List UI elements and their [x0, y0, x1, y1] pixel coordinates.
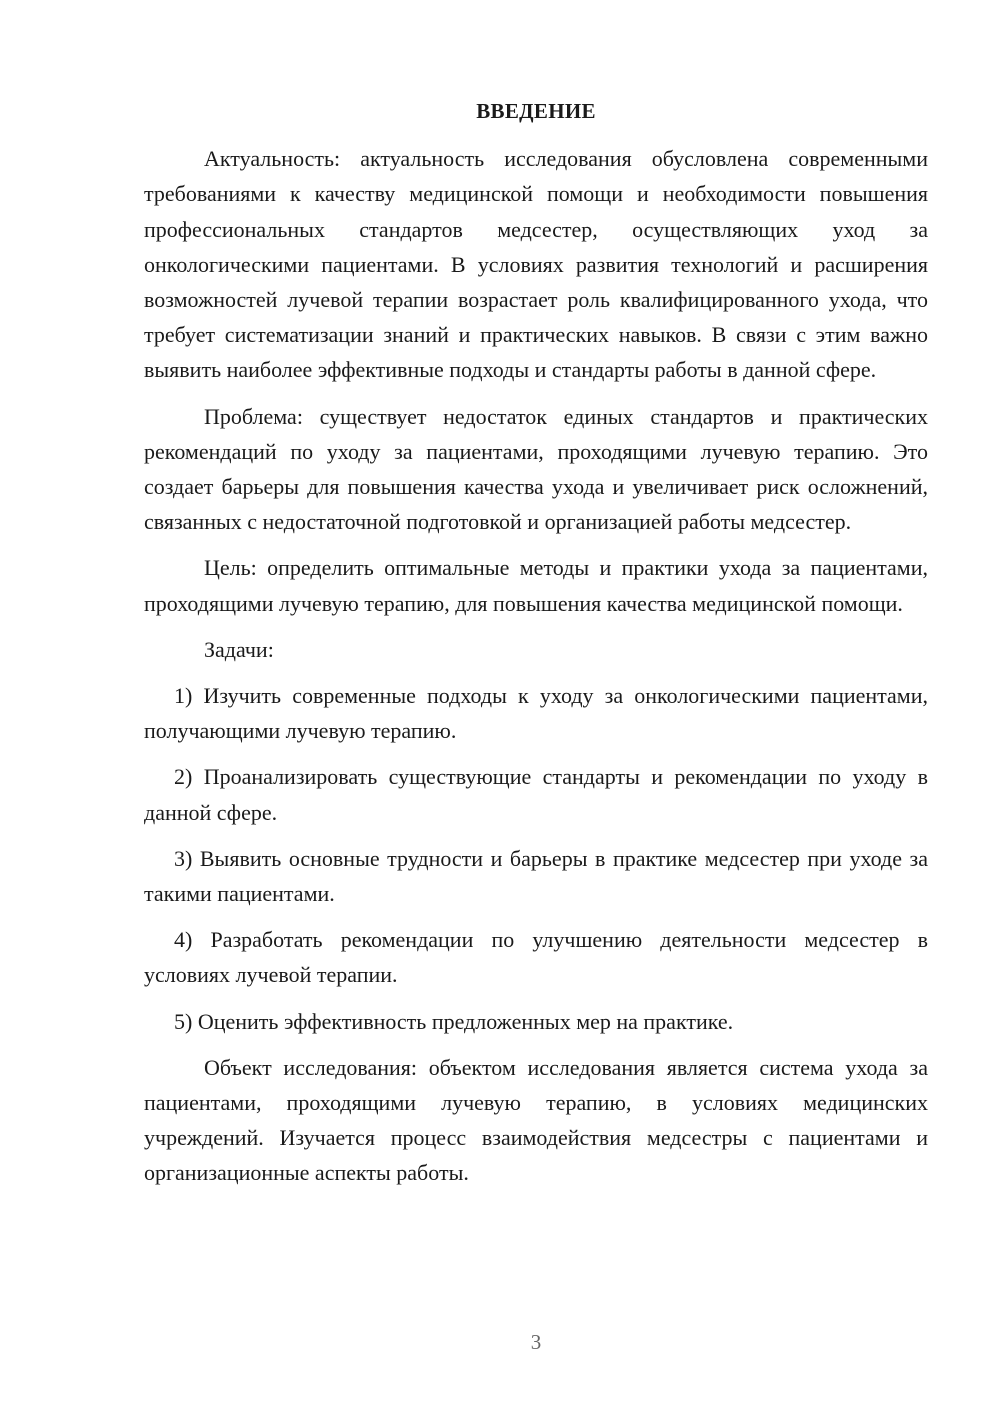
task-item-2: 2) Проанализировать существующие стандарты и рекомендации по уходу в данной сфере. — [144, 764, 928, 825]
paragraph-problem: Проблема: существует недостаток единых стандартов и практических рекомендаций по уходу за пациентами, проходящими лучевую терапию. Это создает барьеры для повышения качества ухода и увеличивает риск осложнений, связанных с недостаточной подготовкой и организацией работы медсестер. — [144, 403, 928, 535]
paragraph-object: Объект исследования: объектом исследования является система ухода за пациентами, проходящими лучевую терапию, в условиях медицинских учреждений. Изучается процесс взаимодействия медсестры с пациентами и организационные аспекты работы. — [144, 1054, 928, 1186]
task-item-4: 4) Разработать рекомендации по улучшению деятельности медсестер в условиях лучевой терапии. — [144, 927, 928, 988]
paragraph-goal: Цель: определить оптимальные методы и практики ухода за пациентами, проходящими лучевую терапию, для повышения качества медицинской помощи. — [144, 555, 928, 616]
task-item-1: 1) Изучить современные подходы к уходу за онкологическими пациентами, получающими лучевую терапию. — [144, 683, 928, 744]
task-item-3: 3) Выявить основные трудности и барьеры в практике медсестер при уходе за такими пациентами. — [144, 845, 928, 907]
paragraph-relevance: Актуальность: актуальность исследования обусловлена современными требованиями к качеству медицинской помощи и необходимости повышения профессиональных стандартов медсестер, осуществляющих уход за онкологическими пациентами. В условиях развития технологий и расширения возможностей лучевой терапии возрастает роль квалифицированного ухода, что требует систематизации знаний и практических навыков. В связи с этим важно выявить наиболее эффективные подходы и стандарты работы в данной сфере. — [144, 146, 928, 383]
section-heading: ВВЕДЕНИЕ — [476, 99, 596, 123]
page-number: 3 — [530, 1330, 542, 1354]
tasks-label: Задачи: — [204, 636, 274, 662]
page-content — [144, 94, 928, 1202]
task-item-5: 5) Оценить эффективность предложенных мер на практике. — [174, 1008, 734, 1034]
